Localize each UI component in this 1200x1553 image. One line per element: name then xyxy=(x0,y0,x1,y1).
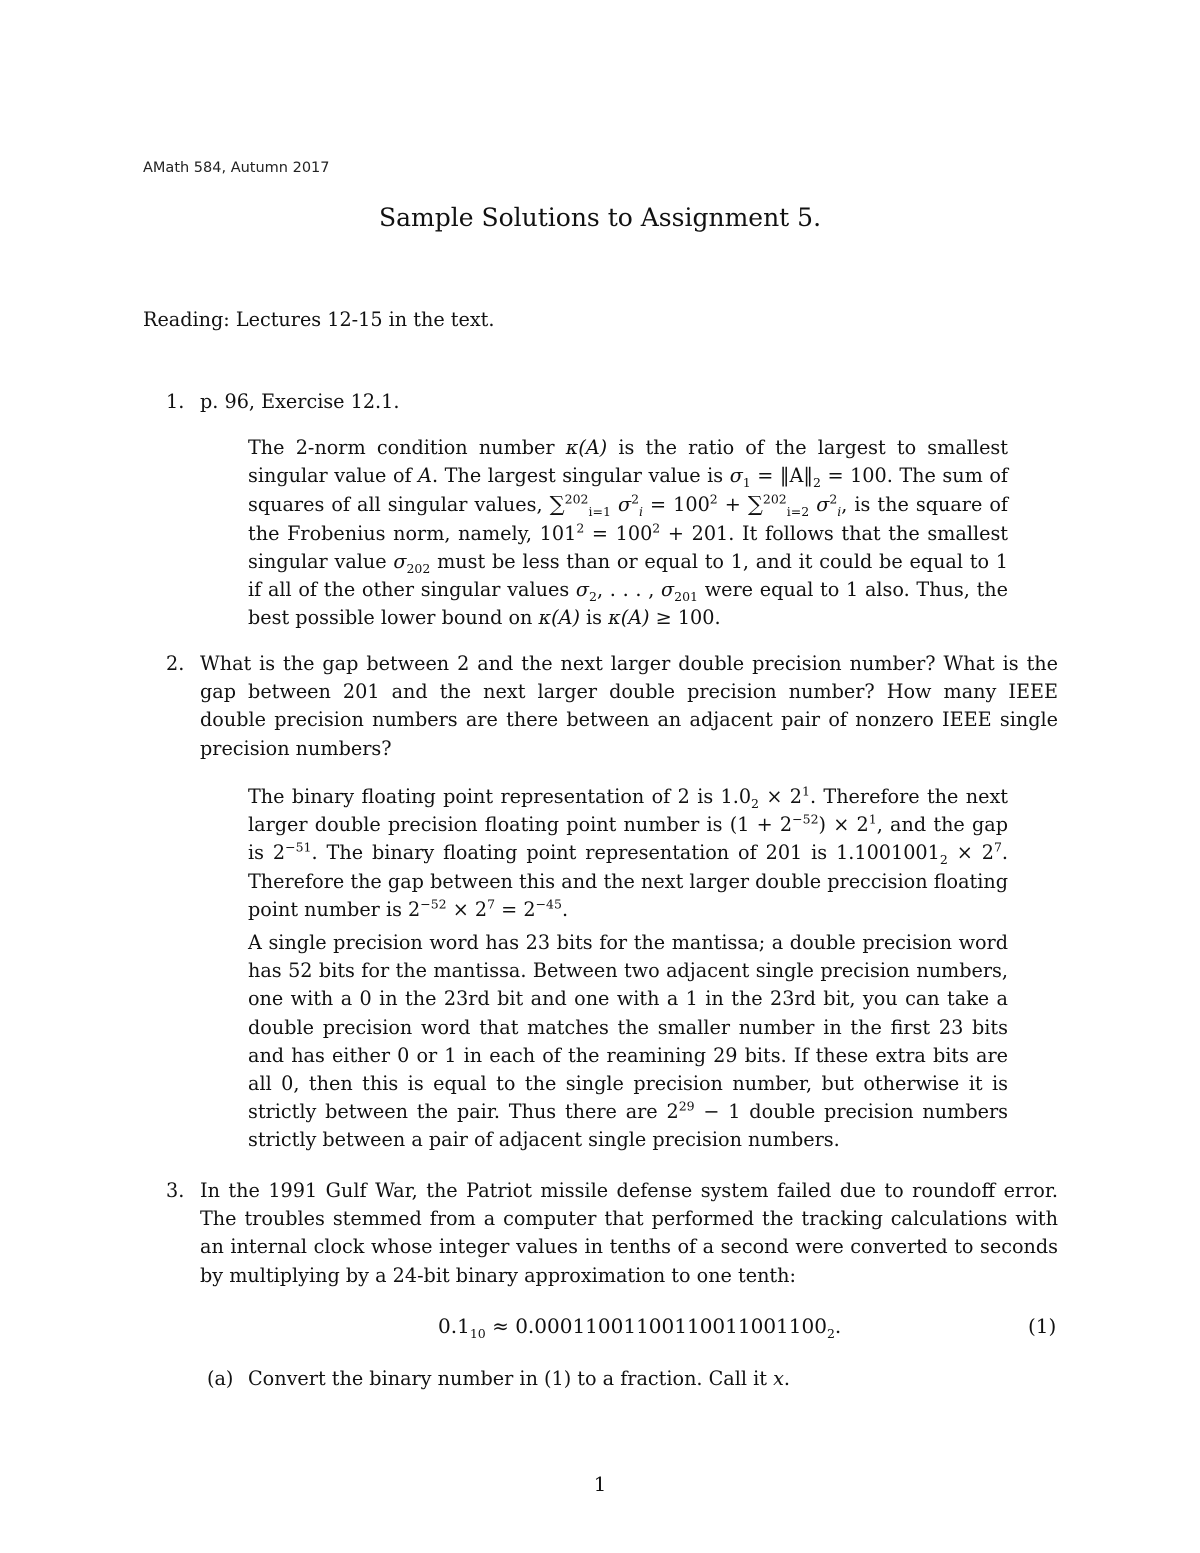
reading-line: Reading: Lectures 12-15 in the text. xyxy=(143,308,495,331)
problem-1-number: 1. xyxy=(166,390,185,413)
problem-1-solution xyxy=(248,434,1008,632)
problem-1-solution-paragraph: The 2-norm condition number κ(A) is the ratio of the largest to smallest singular value of A. The largest singular value is $\sigma_1$ = $‖A‖_2 = 100$. The sum of squares of all singular values, ∑$^{202}_{i=1}$ $\sigma^2_i = 100^2 + \sum^{202}_{i=2}$ $\sigma^2_i$, is the square of the Frobenius norm, namely, $101^2 = 100^2 + 201$. It follows that the smallest singular value $\sigma_{202}$ must be less than or equal to 1, and it could be equal to 1 if all of the other singular values $\sigma_2$, . . . , $\sigma_{201}$ were equal to 1 also. Thus, the best possible lower bound on κ(A) is κ(A) ≥ 100. xyxy=(248,436,1009,630)
problem-2-solution-paragraph-1: The binary floating point representation of 2 is $1.0_2 \times 2^1$. Therefore the next larger double precision floating point number is $(1 + 2^{-52}) \times 2^1$, and the gap is $2^{-51}$. The binary floating point representation of 201 is $1.1001001_2 \times 2^7$. Therefore the gap between this and the next larger double preccision floating point number is $2^{-52} \times 2^7 = 2^{-45}$. xyxy=(248,783,1009,921)
subpart-a-label: (a) xyxy=(207,1367,234,1390)
equation-1-tag: (1) xyxy=(1028,1314,1057,1338)
problem-2-solution-paragraph-2: A single precision word has 23 bits for the mantissa; a double precision word has 52 bits for the mantissa. Between two adjacent single precision numbers, one with a 0 in the 23rd bit and one with a 1 in the 23rd bit, you can take a double precision word that matches the smaller number in the first 23 bits and has either 0 or 1 in each of the reamining 29 bits. If these extra bits are all 0, then this is equal to the single precision number, but otherwise it is strictly between the pair. Thus there are $2^{29} - 1$ double precision numbers strictly between a pair of adjacent single precision numbers. xyxy=(248,931,1009,1152)
problem-3-prompt xyxy=(200,1177,1058,1290)
problem-3-prompt-text: In the 1991 Gulf War, the Patriot missile defense system failed due to roundoff error. The troubles stemmed from a computer that performed the tracking calculations with an internal clock whose integer values in tenths of a second were converted to seconds by multiplying by a 24-bit binary approximation to one tenth: xyxy=(200,1179,1058,1287)
problem-2-number: 2. xyxy=(166,652,185,675)
problem-2-solution xyxy=(248,783,1008,1155)
course-header: AMath 584, Autumn 2017 xyxy=(143,160,330,176)
equation-1: $0.1_{10} \approx 0.00011001100110011001100_2$. xyxy=(438,1314,842,1341)
problem-2-prompt-text: What is the gap between 2 and the next larger double precision number? What is the gap between 201 and the next larger double precision number? How many IEEE double precision numbers are there between an adjacent pair of nonzero IEEE single precision numbers? xyxy=(200,652,1058,760)
problem-1-prompt: p. 96, Exercise 12.1. xyxy=(200,390,400,413)
page-number: 1 xyxy=(593,1472,607,1496)
problem-3-number: 3. xyxy=(166,1179,185,1202)
page-title: Sample Solutions to Assignment 5. xyxy=(378,203,822,232)
subpart-a-text: Convert the binary number in (1) to a fraction. Call it x. xyxy=(248,1367,790,1390)
problem-2-prompt xyxy=(200,650,1058,763)
